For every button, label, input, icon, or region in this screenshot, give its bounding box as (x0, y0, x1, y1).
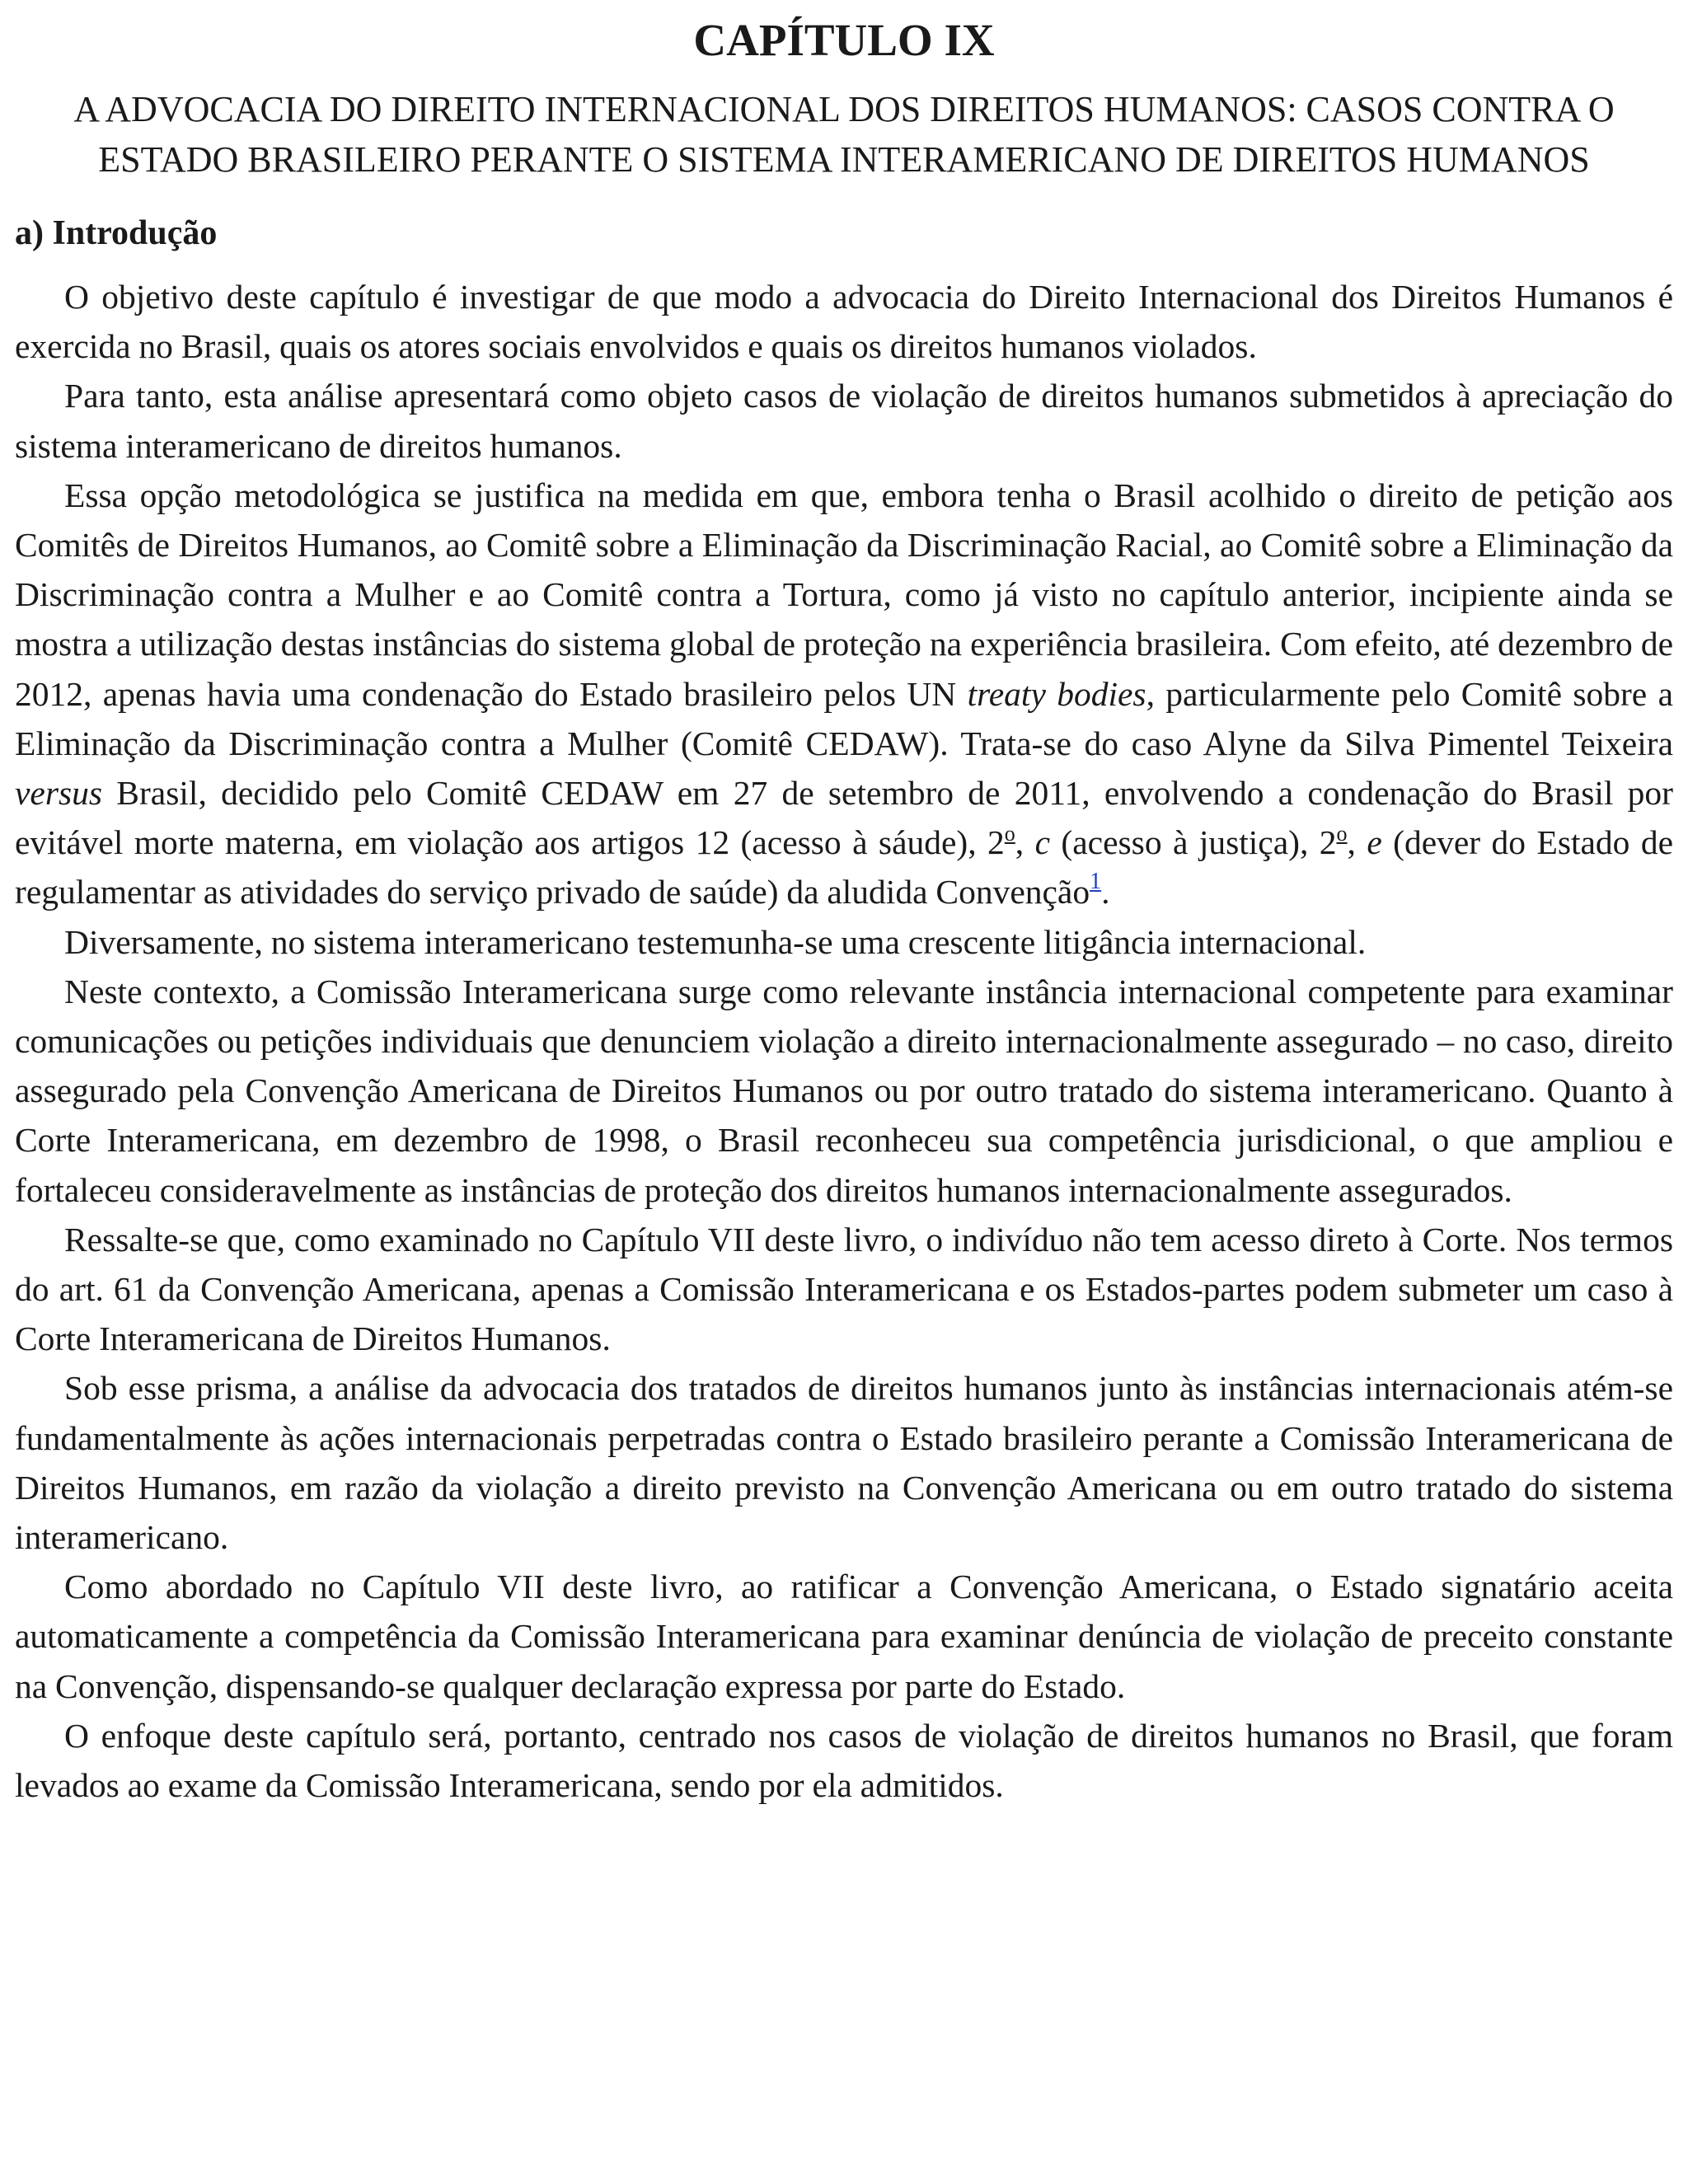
ordinal-indicator: o (1004, 822, 1015, 846)
paragraph-3-text: (dever do Estado de regulamentar as atividades do serviço privado de saúde) da aludida Convenção (15, 823, 1674, 912)
paragraph-3-text: , (1015, 823, 1035, 862)
document-page (15, 12, 1673, 1810)
paragraph-7: Sob esse prisma, a análise da advocacia dos tratados de direitos humanos junto às instâncias internacionais atém-se fundamentalmente às ações internacionais perpetradas contra o Estado brasileiro perante a Comissão Interamericana de Direitos Humanos, em razão da violação a direito previsto na Convenção Americana ou em outro tratado do sistema interamericano. (15, 1369, 1673, 1557)
paragraph-8: Como abordado no Capítulo VII deste livro, ao ratificar a Convenção Americana, o Estado signatário aceita automaticamente a competência da Comissão Interamericana para examinar denúncia de violação de preceito constante na Convenção, dispensando-se qualquer declaração expressa por parte do Estado. (15, 1568, 1673, 1705)
paragraph-3-text: , particularmente pelo Comitê sobre a Eliminação da Discriminação contra a Mulher (Comitê CEDAW). Trata-se do caso Alyne da Silva Pimentel Teixeira (15, 674, 1673, 762)
paragraph-3-italic-c: c (1034, 823, 1051, 862)
ordinal-indicator: o (1336, 822, 1348, 846)
paragraph-3 (15, 471, 1673, 917)
paragraph-3-italic-e: e (1367, 823, 1382, 862)
paragraph-3-italic-treaty-bodies: treaty bodies (967, 674, 1146, 713)
section-heading: a) Introdução (15, 214, 218, 252)
paragraph-4: Diversamente, no sistema interamericano testemunha-se uma crescente litigância internacional. (64, 922, 1367, 961)
paragraph-3-text: Brasil, decidido pelo Comitê CEDAW em 27 de setembro de 2011, envolvendo a condenação do Brasil por evitável morte materna, em violação aos artigos 12 (acesso à sáude), 2 (15, 774, 1673, 862)
paragraph-3-text: . (1101, 873, 1110, 912)
paragraph-2: Para tanto, esta análise apresentará como objeto casos de violação de direitos humanos submetidos à apreciação do sistema interamericano de direitos humanos. (15, 377, 1673, 465)
paragraph-3-text: , (1347, 823, 1367, 862)
paragraph-9: O enfoque deste capítulo será, portanto, centrado nos casos de violação de direitos humanos no Brasil, que foram levados ao exame da Comissão Interamericana, sendo por ela admitidos. (15, 1716, 1673, 1805)
paragraph-3-text: (acesso à justiça), 2 (1050, 823, 1337, 862)
paragraph-3-text: Essa opção metodológica se justifica na medida em que, embora tenha o Brasil acolhido o direito de petição aos Comitês de Direitos Humanos, ao Comitê sobre a Eliminação da Discriminação Racial, ao Comitê sobre a Eliminação da Discriminação contra a Mulher e ao Comitê contra a Tortura, como já visto no capítulo anterior, incipiente ainda se mostra a utilização destas instâncias do sistema global de proteção na experiência brasileira. Com efeito, até dezembro de 2012, apenas havia uma condenação do Estado brasileiro pelos UN (15, 476, 1673, 713)
chapter-title: CAPÍTULO IX (693, 15, 995, 65)
paragraph-5: Neste contexto, a Comissão Interamericana surge como relevante instância internacional competente para examinar comunicações ou petições individuais que denunciem violação a direito internacionalmente assegurado – no caso, direito assegurado pela Convenção Americana de Direitos Humanos ou por outro tratado do sistema interamericano. Quanto à Corte Interamericana, em dezembro de 1998, o Brasil reconheceu sua competência jurisdicional, o que ampliou e fortaleceu consideravelmente as instâncias de proteção dos direitos humanos internacionalmente assegurados. (15, 972, 1673, 1209)
paragraph-3-italic-versus: versus (15, 774, 103, 813)
footnote-link[interactable]: 1 (1090, 869, 1102, 895)
chapter-subtitle: A ADVOCACIA DO DIREITO INTERNACIONAL DOS DIREITOS HUMANOS: CASOS CONTRA O ESTADO BRASILEIRO PERANTE O SISTEMA INTERAMERICANO DE DIREITOS HUMANOS (73, 89, 1615, 180)
paragraph-6: Ressalte-se que, como examinado no Capítulo VII deste livro, o indivíduo não tem acesso direto à Corte. Nos termos do art. 61 da Convenção Americana, apenas a Comissão Interamericana e os Estados-partes podem submeter um caso à Corte Interamericana de Direitos Humanos. (15, 1220, 1673, 1358)
paragraph-1: O objetivo deste capítulo é investigar de que modo a advocacia do Direito Internacional dos Direitos Humanos é exercida no Brasil, quais os atores sociais envolvidos e quais os direitos humanos violados. (15, 278, 1673, 366)
